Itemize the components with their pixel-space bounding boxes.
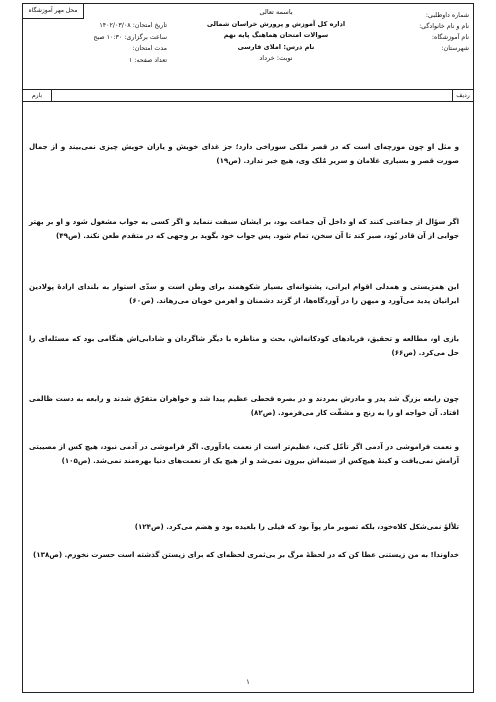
exam-number-label: شماره داوطلبی: [425,12,469,19]
exam-period: نوبت: خرداد [259,54,293,62]
exam-sheet [22,3,474,693]
exam-date: تاریخ امتحان: ۱۴۰۲/۰۳/۰۸ [99,22,167,29]
column-header-row [23,90,473,102]
school-name-label: نام آموزشگاه: [431,34,469,41]
school-stamp-box: محل مهر آموزشگاه [23,4,84,19]
dictation-paragraph: اگر سؤال از جماعتی کنند که او داخل آن جماعت بود، بر ایشان سبقت ننماید و اگر کسی به جواب مشغول شود و او بر بهتر جوابی از آن قادر بُود، صبر کند تا آن سخن، تمام شود. پس جواب خود بگوید بر وجهی که در متقدم طعن نکند. (ص۴۹) [29,217,459,240]
score-column-label: بارم [23,90,52,102]
student-info-block [383,4,473,90]
dictation-paragraph: تلألؤ نمی‌شکل کلاه‌خود، بلکه تصویر مار پوآ بود که فیلی را بلعیده بود و هضم می‌کرد. (ص۱۲۴) [134,522,459,531]
subject-name: نام درس: املای فارسی [237,42,315,51]
exam-header [23,4,473,90]
student-name-label: نام و نام خانوادگی: [419,23,469,30]
dictation-paragraph: چون رابعه بزرگ شد پدر و مادرش بمردند و در بصره قحطی عظیم پیدا شد و خواهران متفرّق شدند و رابعه به دست ظالمی افتاد. آن خواجه او را به رنج و مشقّت کار می‌فرمود. (ص۸۲) [29,394,459,417]
dictation-paragraph: و مثل او چون مورچه‌ای است که در قصر ملکی سوراخی دارد؛ جز غذای خویش و یاران خویش چیزی نمی‌بیند و از جمال صورت قصر و بسیاری غلامان و سریر مُلک وی، هیچ خبر ندارد. (ص۱۹) [29,142,459,165]
dictation-body [29,102,459,672]
exam-title: سوالات امتحان هماهنگ پایه نهم [223,31,329,39]
exam-title-block [171,4,381,90]
dictation-paragraph: خداوندا! به من زیستنی عطا کن که در لحظهٔ مرگ بر بی‌ثمری لحظه‌ای که برای زیستن گذشته است حسرت نخورم. (ص۱۳۸) [33,550,459,559]
basmala: باسمه تعالی [259,8,293,16]
department-name: اداره کل آموزش و پرورش خراسان شمالی [206,19,346,28]
page-number: ۱ [246,678,250,686]
exam-time: ساعت برگزاری: ۱۰:۳۰ صبح [93,33,167,41]
dictation-paragraph: بازی او، مطالعه و تحقیق، فریادهای کودکانه‌اش، بحث و مناظره با دیگر شاگردان و شادابی‌اش هنگامی بود که مسئله‌ای را حل می‌کرد. (ص۶۶) [29,334,459,357]
row-column-label: ردیف [452,90,473,102]
exam-duration: مدت امتحان: [132,45,167,52]
page-count: تعداد صفحه: ۱ [128,56,167,64]
city-label: شهرستان: [441,45,469,52]
dictation-paragraph: این همزیستی و همدلی اقوام ایرانی، پشتوانه‌ای بسیار شکوهمند برای وطن است و سدّی استوار به بلندای ارادهٔ پولادین ایرانیان پدید می‌آورد و میهن را در آوردگاه‌ها، از گزند دشمنان و اهرمن خویان می‌رهاند. (ص۶۰) [29,282,459,305]
dictation-paragraph: و نعمت فراموشی در آدمی اگر تأمّل کنی، عظیم‌تر است از نعمت یادآوری. اگر فراموشی در آدمی نبود، هیچ کس از مصیبتی آرامش نمی‌یافت و کینهٔ هیچ‌کس از سینه‌اش بیرون نمی‌شد و از هیچ یک از نعمت‌های دنیا بهره‌مند نمی‌شد. (ص۱۰۵) [29,442,459,465]
